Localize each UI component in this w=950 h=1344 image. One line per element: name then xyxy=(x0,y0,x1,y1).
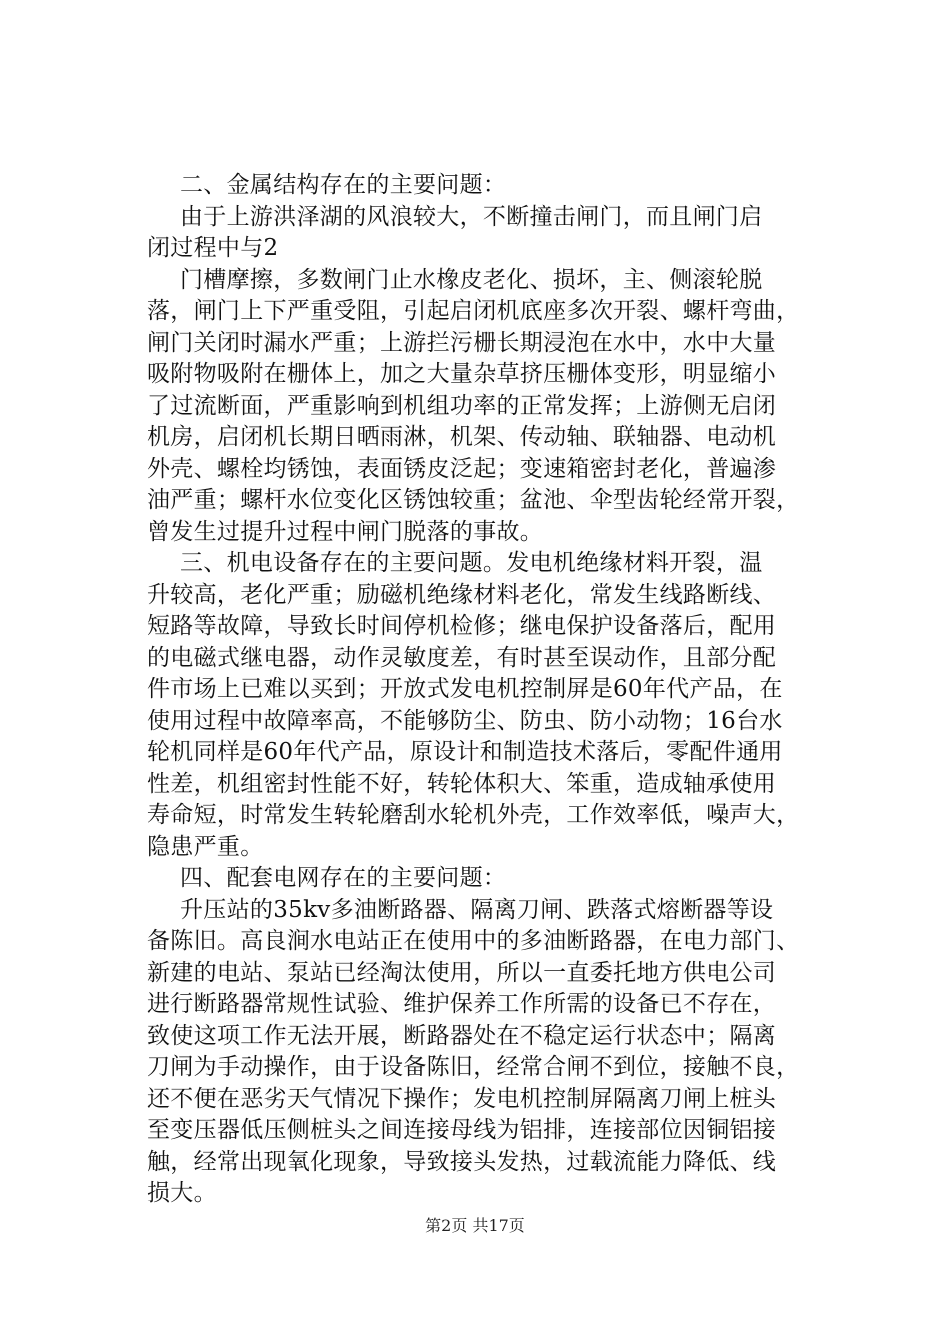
text-line: 性差，机组密封性能不好，转轮体积大、笨重，造成轴承使用 xyxy=(147,770,777,797)
text-line: 吸附物吸附在栅体上，加之大量杂草挤压栅体变形，明显缩小 xyxy=(147,361,777,387)
text-line: 刀闸为手动操作，由于设备陈旧，经常合闸不到位，接触不良， xyxy=(147,1054,800,1080)
text-line: 触，经常出现氧化现象，导致接头发热，过载流能力降低、线 xyxy=(147,1148,777,1175)
text-line: 轮机同样是60年代产品，原设计和制造技术落后，零配件通用 xyxy=(147,739,783,765)
text-line: 三、机电设备存在的主要问题。发电机绝缘材料开裂，温 xyxy=(180,550,763,576)
text-line: 使用过程中故障率高，不能够防尘、防虫、防小动物；16台水 xyxy=(147,707,783,734)
text-line: 寿命短，时常发生转轮磨刮水轮机外壳，工作效率低，噪声大， xyxy=(147,802,800,828)
text-line: 短路等故障，导致长时间停机检修；继电保护设备落后，配用 xyxy=(147,613,777,639)
text-line: 至变压器低压侧桩头之间连接母线为铝排，连接部位因铜铝接 xyxy=(147,1117,777,1143)
document-body xyxy=(147,170,837,1210)
text-line: 油严重；螺杆水位变化区锈蚀较重；盆池、伞型齿轮经常开裂， xyxy=(147,487,800,513)
text-line: 致使这项工作无法开展，断路器处在不稳定运行状态中；隔离 xyxy=(147,1022,777,1049)
text-line: 外壳、螺栓均锈蚀，表面锈皮泛起；变速箱密封老化，普遍渗 xyxy=(147,455,777,482)
text-line: 升压站的35kv多油断路器、隔离刀闸、跌落式熔断器等设 xyxy=(180,896,774,923)
text-line: 四、配套电网存在的主要问题： xyxy=(180,865,507,891)
text-line: 升较高，老化严重；励磁机绝缘材料老化，常发生线路断线、 xyxy=(147,581,777,608)
text-line: 落，闸门上下严重受阻，引起启闭机底座多次开裂、螺杆弯曲， xyxy=(147,298,800,324)
page-footer: 第2页 共17页 xyxy=(425,1216,525,1235)
text-line: 门槽摩擦，多数闸门止水橡皮老化、损坏，主、侧滚轮脱 xyxy=(180,266,763,293)
text-line: 闸门关闭时漏水严重；上游拦污栅长期浸泡在水中，水中大量 xyxy=(147,329,777,356)
text-line: 隐患严重。 xyxy=(147,833,264,860)
text-line: 新建的电站、泵站已经淘汰使用，所以一直委托地方供电公司 xyxy=(147,959,777,986)
text-line: 了过流断面，严重影响到机组功率的正常发挥；上游侧无启闭 xyxy=(147,392,777,419)
text-line: 机房，启闭机长期日晒雨淋，机架、传动轴、联轴器、电动机 xyxy=(147,424,777,450)
text-line: 备陈旧。高良涧水电站正在使用中的多油断路器，在电力部门、 xyxy=(147,928,800,954)
text-line: 还不便在恶劣天气情况下操作；发电机控制屏隔离刀闸上桩头 xyxy=(147,1085,777,1112)
text-line: 由于上游洪泽湖的风浪较大，不断撞击闸门，而且闸门启 xyxy=(180,203,763,230)
text-line: 件市场上已难以买到；开放式发电机控制屏是60年代产品，在 xyxy=(147,676,783,702)
text-line: 二、金属结构存在的主要问题： xyxy=(180,172,507,198)
text-line: 曾发生过提升过程中闸门脱落的事故。 xyxy=(147,518,544,545)
text-line: 进行断路器常规性试验、维护保养工作所需的设备已不存在， xyxy=(147,991,777,1017)
text-line: 损大。 xyxy=(147,1180,217,1206)
text-line: 的电磁式继电器，动作灵敏度差，有时甚至误动作，且部分配 xyxy=(147,644,777,671)
text-line: 闭过程中与2 xyxy=(147,235,279,261)
